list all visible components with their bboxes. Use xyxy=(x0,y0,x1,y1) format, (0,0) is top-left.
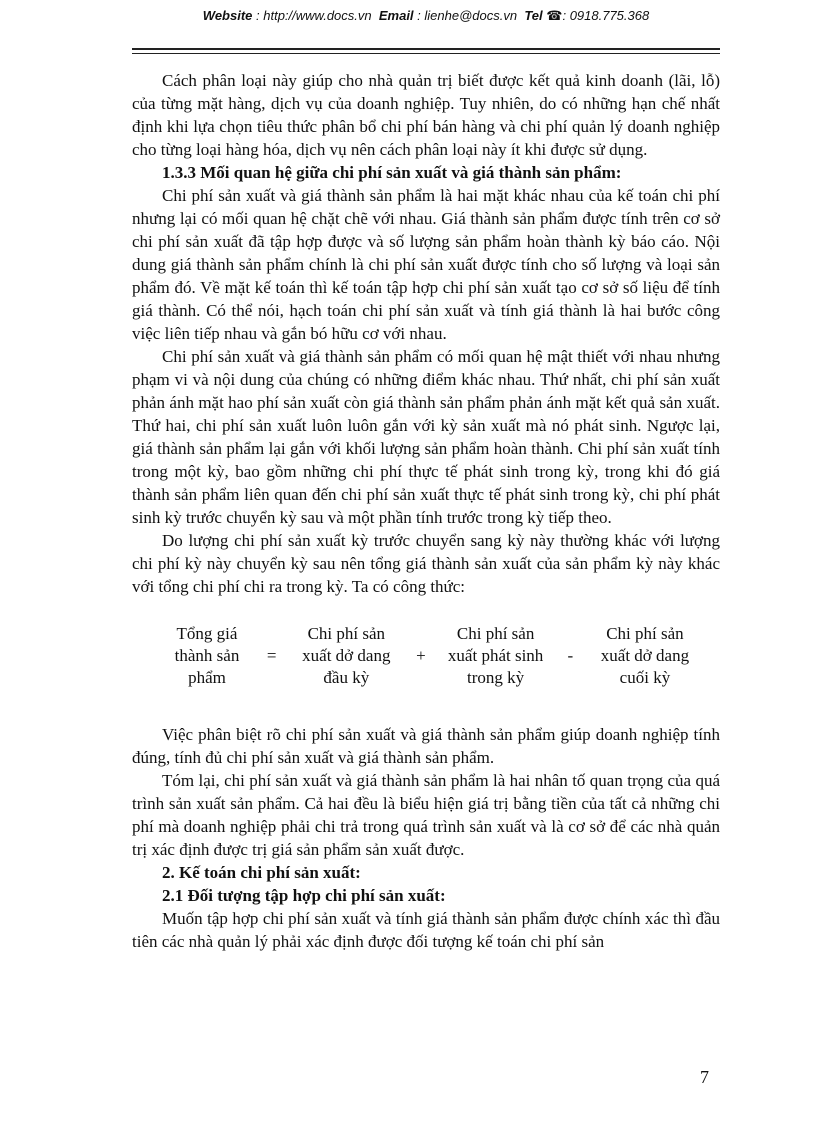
section-heading-2: 2. Kế toán chi phí sản xuất: xyxy=(162,863,361,882)
paragraph-cost-object: Muốn tập hợp chi phí sản xuất và tính giá thành sản phẩm được chính xác thì đầu tiên các nhà quản lý phải xác định được đối tượng kế toán chi phí sản xyxy=(132,909,720,951)
tel-value: : 0918.775.368 xyxy=(562,8,650,23)
document-body xyxy=(132,69,720,953)
page-number: 7 xyxy=(700,1067,709,1087)
paragraph-differences: Chi phí sản xuất và giá thành sản phẩm có mối quan hệ mật thiết với nhau nhưng phạm vi và nội dung của chúng có những điểm khác nhau. Thứ nhất, chi phí sản xuất phản ánh mặt hao phí sản xuất còn giá thành sản phẩm phản ánh mặt kết quả sản xuất. Thứ hai, chi phí sản xuất luôn luôn gắn với kỳ sản xuất mà nó phát sinh. Ngược lại, giá thành sản phẩm lại gắn với khối lượng sản phẩm hoàn thành. Chi phí sản xuất tính trong một kỳ, bao gồm những chi phí thực tế phát sinh trong kỳ, trong khi đó giá thành sản phẩm liên quan đến chi phí sản xuất thực tế phát sinh trong kỳ, chi phí phát sinh kỳ trước chuyển kỳ sau và một phần tính trước trong kỳ tiếp theo. xyxy=(132,347,720,527)
paragraph-distinction: Việc phân biệt rõ chi phí sản xuất và giá thành sản phẩm giúp doanh nghiệp tính đúng, tính đủ chi phí sản xuất và giá thành sản phẩm. xyxy=(132,725,720,767)
paragraph-summary: Tóm lại, chi phí sản xuất và giá thành sản phẩm là hai nhân tố quan trọng của quá trình sản xuất sản phẩm. Cả hai đều là biểu hiện giá trị bằng tiền của tất cả những chi phí mà doanh nghiệp phải chi trả trong quá trình sản xuất và là cơ sở để các nhà quản trị xác định được trị giá sản phẩm sản xuất được. xyxy=(132,771,720,859)
paragraph-classification: Cách phân loại này giúp cho nhà quản trị biết được kết quả kinh doanh (lãi, lỗ) của từng mặt hàng, dịch vụ của doanh nghiệp. Tuy nhiên, do có những hạn chế nhất định khi lựa chọn tiêu thức phân bổ chi phí bán hàng và chi phí quản lý doanh nghiệp cho từng loại hàng hóa, dịch vụ nên cách phân loại này ít khi được sử dụng. xyxy=(132,71,720,159)
tel-label: Tel xyxy=(524,8,543,23)
email-value: : lienhe@docs.vn xyxy=(417,8,518,23)
website-label: Website xyxy=(202,8,253,23)
section-heading-1-3-3: 1.3.3 Mối quan hệ giữa chi phí sản xuất và giá thành sản phẩm: xyxy=(162,163,622,182)
formula-term-period-cost: Chi phí sản xuất phát sinh trong kỳ xyxy=(447,624,544,687)
formula-equals: = xyxy=(266,646,277,665)
header-rule xyxy=(132,48,720,54)
formula-term-total-cost: Tổng giá thành sản phẩm xyxy=(174,624,240,687)
formula-plus: + xyxy=(416,646,426,665)
paragraph-relationship: Chi phí sản xuất và giá thành sản phẩm là hai mặt khác nhau của kế toán chi phí nhưng lại có mối quan hệ chặt chẽ với nhau. Giá thành sản phẩm được tính trên cơ sở chi phí sản xuất đã tập hợp được và số lượng sản phẩm hoàn thành kỳ báo cáo. Nội dung giá thành sản phẩm chính là chi phí sản xuất được tính cho số lượng và loại sản phẩm đó. Về mặt kế toán thì kế toán tập hợp chi phí sản xuất tạo cơ sở số liệu để tính giá thành. Có thể nói, hạch toán chi phí sản xuất và tính giá thành là hai bước công việc liên tiếp nhau và gắn bó hữu cơ với nhau. xyxy=(132,186,720,343)
formula-minus: - xyxy=(567,646,574,665)
phone-icon: ☎ xyxy=(546,8,563,23)
email-label: Email xyxy=(378,8,414,23)
website-value: : http://www.docs.vn xyxy=(256,8,372,23)
formula-term-closing-wip: Chi phí sản xuất dở dang cuối kỳ xyxy=(600,624,690,687)
cost-formula xyxy=(132,623,720,723)
paragraph-formula-intro: Do lượng chi phí sản xuất kỳ trước chuyển sang kỳ này thường khác với lượng chi phí kỳ này chuyển kỳ sau nên tổng giá thành sản xuất của sản phẩm kỳ này khác với tổng chi phí chi ra trong kỳ. Ta có công thức: xyxy=(132,531,720,596)
section-heading-2-1: 2.1 Đối tượng tập hợp chi phí sản xuất: xyxy=(162,886,446,905)
formula-term-opening-wip: Chi phí sản xuất dở dang đầu kỳ xyxy=(302,624,391,687)
page-header xyxy=(132,8,720,24)
